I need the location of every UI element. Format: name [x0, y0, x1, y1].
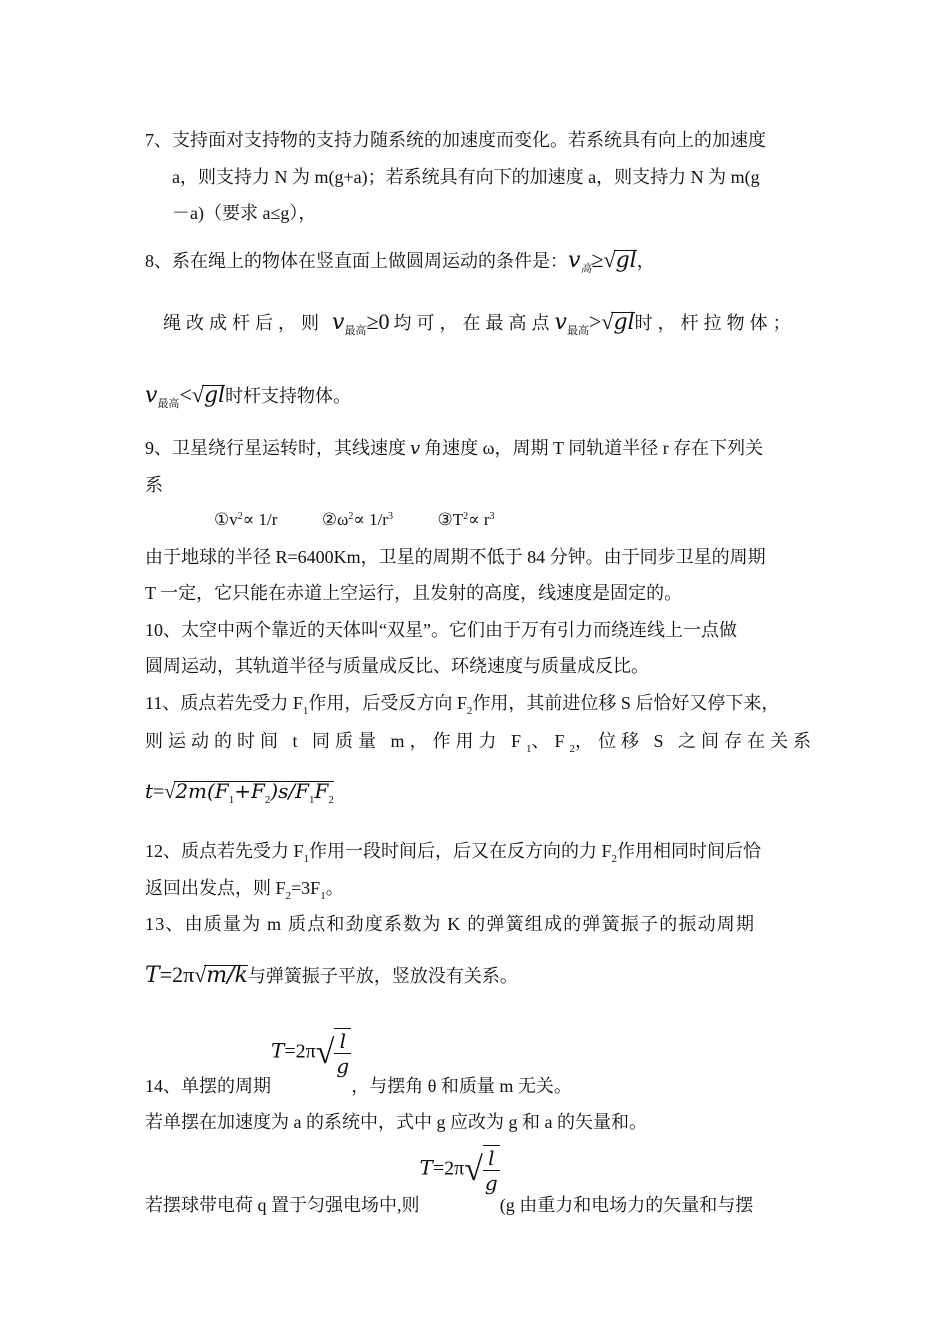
- rel2-sup: 2: [348, 511, 354, 522]
- rel2-base: ②ω: [321, 510, 349, 529]
- sub-2: 2: [611, 853, 618, 865]
- sqrt-expression: [164, 779, 334, 807]
- formula-v: v: [332, 310, 345, 335]
- formula-eq: =2π: [284, 1040, 316, 1063]
- formula-F: F: [314, 779, 329, 803]
- formula-plus: +F: [234, 779, 265, 803]
- rel3-tail: ∝ r: [468, 510, 490, 529]
- item12-text-c: 作用相同时间后恰: [617, 841, 762, 861]
- item7-line2: a，则支持力 N 为 m(g+a)；若系统具有向下的加速度 a，则支持力 N 为 m(g: [172, 167, 760, 187]
- item8-line3: [145, 383, 351, 411]
- formula-T: T: [419, 1155, 433, 1180]
- formula-lt: <: [179, 382, 192, 407]
- item12-text-e: =3F: [291, 878, 321, 898]
- item8-text-b: 均可，在最高点: [393, 313, 555, 333]
- item10-line1: 10、太空中两个靠近的天体叫“双星”。它们由于万有引力而绕连线上一点做: [145, 620, 737, 640]
- formula-T: T: [271, 1038, 285, 1063]
- fraction-l-g: [483, 1145, 500, 1195]
- item11-line2: [145, 729, 816, 756]
- item11-line1: [145, 691, 779, 718]
- item8-text-a: 绳改成杆后，则: [163, 313, 324, 333]
- sqrt-sign: √: [315, 1034, 335, 1071]
- item9-text-a: 9、卫星绕行星运转时，其线速度: [145, 438, 406, 458]
- sqrt-sign: √: [603, 247, 616, 272]
- fraction-l-g: [334, 1028, 351, 1078]
- item9-line2: 系: [145, 475, 163, 495]
- pendulum-formula: [271, 1028, 351, 1078]
- sqrt-sign: √: [464, 1151, 483, 1188]
- formula-eq: =2π: [432, 1157, 465, 1180]
- item11-text-e: 、F: [531, 731, 570, 751]
- item9-line5: T 一定，它只能在赤道上空运行，且发射的高度，线速度是固定的。: [145, 583, 683, 603]
- formula-gt: >: [588, 309, 602, 334]
- formula-body: 2m(F: [175, 779, 229, 803]
- item13-line2: [145, 963, 518, 988]
- sqrt-sign: √: [164, 781, 176, 803]
- item9-line1: [145, 436, 763, 461]
- formula-sub: 最高: [344, 325, 367, 337]
- sqrt-inner: gl: [613, 310, 635, 335]
- item14-tail: ，与摆角 θ 和质量 m 无关。: [351, 1075, 572, 1096]
- sub-2: 2: [569, 743, 576, 755]
- item7-line1: 7、支持面对支持物的支持力随系统的加速度而变化。若系统具有向上的加速度: [145, 130, 766, 150]
- sqrt-gl: [192, 383, 225, 408]
- rel3-sup: 2: [463, 511, 469, 522]
- sub-1: 1: [309, 794, 315, 806]
- relation-3: [437, 510, 494, 529]
- sub-2: 2: [466, 705, 473, 717]
- item14-line2: 若单摆在加速度为 a 的系统中，式中 g 应改为 g 和 a 的矢量和。: [145, 1112, 647, 1132]
- frac-den: g: [336, 1054, 350, 1078]
- item11-text-f: ，位移 S 之间存在关系: [575, 731, 817, 751]
- rel2-tail: ∝ 1/r: [353, 510, 388, 529]
- formula-sub: 最高: [566, 325, 589, 337]
- formula-geq: ≥: [591, 247, 604, 272]
- sqrt-inner: gl: [203, 383, 226, 408]
- item14-line1: [145, 1029, 572, 1096]
- sqrt-sign: √: [191, 382, 204, 407]
- item12-text-f: 。: [325, 878, 344, 898]
- formula-sub: 最高: [157, 398, 180, 410]
- item8-line2: [163, 310, 796, 338]
- rel3-base: ③T: [437, 510, 464, 529]
- item9-line4: 由于地球的半径 R=6400Km，卫星的周期不低于 84 分钟。由于同步卫星的周期: [145, 547, 766, 567]
- item14-prefix: 14、单摆的周期: [145, 1075, 271, 1096]
- sqrt-sign: √: [601, 309, 614, 334]
- rel3-tail-sup: 3: [489, 511, 495, 522]
- sqrt-gl: [601, 310, 634, 335]
- item14-line3-prefix: 若摆球带电荷 q 置于匀强电场中,则: [145, 1194, 420, 1215]
- item8-line1: [145, 248, 655, 276]
- sub-2: 2: [285, 890, 292, 902]
- formula-eq: =2π: [159, 962, 195, 987]
- item11-text-d: 则运动的时间 t 同质量 m，作用力 F: [145, 731, 527, 751]
- sqrt-inner: gl: [615, 248, 637, 273]
- item12-text-b: 作用一段时间后，后又在反方向的力 F: [309, 841, 612, 861]
- sub-2: 2: [328, 794, 334, 806]
- formula-t: t: [145, 779, 154, 803]
- sub-1: 1: [302, 705, 309, 717]
- frac-num: l: [483, 1146, 500, 1171]
- item7-line3: －a)（要求 a≤g），: [172, 203, 317, 223]
- rel2-tail-sup: 3: [387, 511, 393, 522]
- frac-den: g: [484, 1171, 498, 1195]
- formula-T: T: [145, 963, 160, 988]
- formula-sub: 高: [580, 263, 592, 275]
- sub-1: 1: [526, 743, 532, 755]
- sqrt-mk: [194, 963, 248, 988]
- sub-2: 2: [264, 794, 271, 806]
- item12-text-d: 返回出发点，则 F: [145, 878, 286, 898]
- item12-line2: [145, 876, 344, 903]
- formula-v: v: [568, 248, 581, 273]
- item11-text-a: 11、质点若先受力 F: [145, 693, 303, 713]
- formula-eq: =: [153, 781, 165, 803]
- item11-formula: [145, 779, 334, 807]
- item10-line2: 圆周运动，其轨道半径与质量成反比、环绕速度与质量成反比。: [145, 656, 649, 676]
- sub-1: 1: [320, 890, 326, 902]
- sqrt-inner: m/k: [206, 963, 248, 988]
- item9-text-b: 角速度 ω，周期 T 同轨道半径 r 存在下列关: [424, 438, 764, 458]
- item11-text-b: 作用，后受反方向 F: [308, 693, 467, 713]
- frac-num: l: [334, 1029, 351, 1054]
- rel1-tail: ∝ 1/r: [242, 510, 278, 529]
- item8-text-d: 时杆支持物体。: [225, 386, 352, 406]
- item14-line3: [145, 1145, 754, 1215]
- pendulum-formula: [420, 1145, 500, 1195]
- item11-text-c: 作用，其前进位移 S 后恰好又停下来，: [472, 693, 780, 713]
- sqrt-sign: √: [194, 962, 207, 987]
- relation-2: [322, 510, 393, 529]
- formula-geq0: ≥0: [366, 309, 390, 334]
- symbol-v: v: [410, 438, 421, 459]
- item14-line3-tail: (g 由重力和电场力的矢量和与摆: [499, 1194, 754, 1215]
- comma: ，: [636, 251, 655, 271]
- item13-tail: 与弹簧振子平放，竖放没有关系。: [247, 966, 518, 986]
- formula-v: v: [145, 383, 158, 408]
- item8-text-c: 时，杆拉物体；: [634, 313, 796, 333]
- item13-line1: 13、由质量为 m 质点和劲度系数为 K 的弹簧组成的弹簧振子的振动周期: [145, 914, 756, 934]
- rel1-sup: 2: [237, 511, 243, 522]
- relation-1: [214, 510, 277, 529]
- formula-v: v: [554, 310, 567, 335]
- item9-relations: [214, 508, 495, 535]
- rel1-base: ①v: [214, 510, 238, 529]
- formula-close: )s/F: [270, 779, 310, 803]
- item12-text-a: 12、质点若先受力 F: [145, 841, 304, 861]
- sub-1: 1: [303, 853, 310, 865]
- item8-prefix: 8、系在绳上的物体在竖直面上做圆周运动的条件是：: [145, 251, 568, 271]
- sqrt-gl: [604, 248, 637, 273]
- item12-line1: [145, 839, 761, 866]
- sub-1: 1: [228, 794, 235, 806]
